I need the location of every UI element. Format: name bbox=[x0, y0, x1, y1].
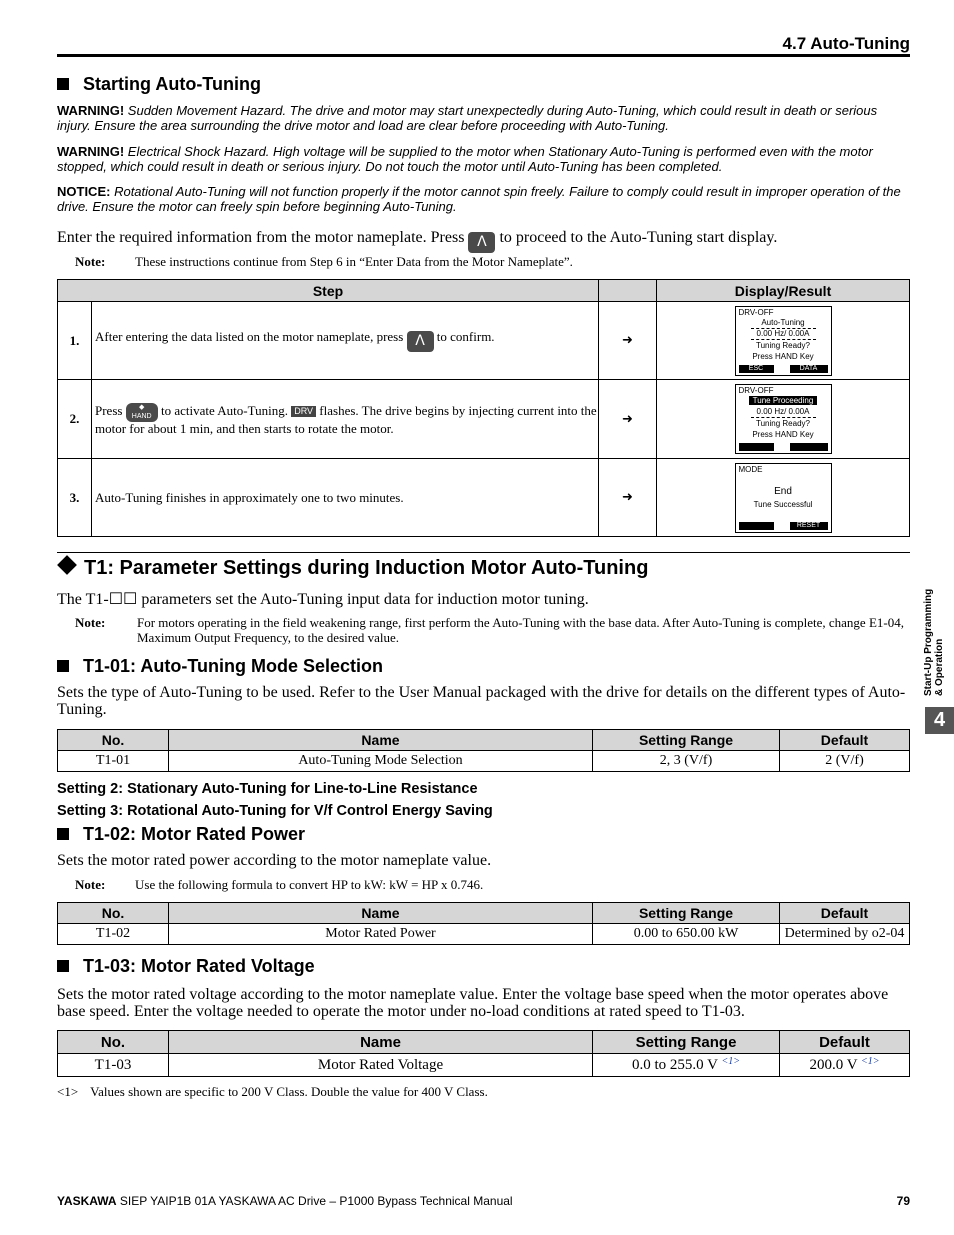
section-title: 4.7 Auto-Tuning bbox=[782, 34, 910, 53]
note-hp-to-kw: Note: Use the following formula to convert HP to kW: kW = HP x 0.746. bbox=[75, 877, 484, 892]
auto-tuning-step-table bbox=[57, 279, 910, 537]
lcd-display-tune-successful: MODE End Tune Successful RESET bbox=[735, 463, 832, 533]
table-row: T1-03 Motor Rated Voltage 0.0 to 255.0 V $^{<1>}$ 200.0 V $^{<1>}$ bbox=[58, 1054, 910, 1077]
right-arrow-icon: ➜ bbox=[599, 380, 657, 459]
header-rule bbox=[57, 54, 910, 57]
side-chapter-label: Start-Up Programming & Operation bbox=[923, 588, 945, 696]
up-key-icon: Λ bbox=[407, 331, 434, 352]
table-row: 1. After entering the data listed on the motor nameplate, press Λ to confirm. ➜ DRV-OFF Auto-Tuning 0.00 Hz/ 0.00A Tuning Ready? Press HAND Key ESC DATA bbox=[58, 302, 910, 380]
heading-t1-03: T1-03: Motor Rated Voltage bbox=[57, 956, 315, 977]
t1-03-description: Sets the motor rated voltage according to the motor nameplate value. Enter the voltage base speed when the motor operates above base speed. Enter the voltage needed to operate the motor under no-load conditions at rated speed to T1-03. bbox=[57, 986, 889, 1020]
drv-indicator: DRV bbox=[291, 406, 316, 417]
page-number: 79 bbox=[896, 1194, 910, 1208]
footer-doc-title: YASKAWA SIEP YAIP1B 01A YASKAWA AC Drive – P1000 Bypass Technical Manual bbox=[57, 1194, 513, 1208]
intro-paragraph: Enter the required information from the motor nameplate. Press Λ to proceed to the Auto-Tuning start display. bbox=[57, 229, 910, 253]
t1-01-parameter-table: No. Name Setting Range Default T1-01 Auto-Tuning Mode Selection 2, 3 (V/f) 2 (V/f) bbox=[57, 729, 910, 772]
diamond-icon bbox=[57, 555, 77, 575]
heading-t1-01: T1-01: Auto-Tuning Mode Selection bbox=[57, 656, 383, 677]
table-row: 3. Auto-Tuning finishes in approximately one to two minutes. ➜ MODE End Tune Successful RESET bbox=[58, 459, 910, 537]
up-key-icon: Λ bbox=[468, 232, 495, 253]
notice-rotational: NOTICE: Rotational Auto-Tuning will not function properly if the motor cannot spin freely. Failure to comply could result in improper operation of the drive. Ensure the motor can freely spin before beginning Auto-Tuning. bbox=[57, 184, 901, 214]
setting-2-heading: Setting 2: Stationary Auto-Tuning for Line-to-Line Resistance bbox=[57, 781, 478, 797]
heading-starting-auto-tuning: Starting Auto-Tuning bbox=[57, 74, 261, 95]
footnote: <1> Values shown are specific to 200 V Class. Double the value for 400 V Class. bbox=[57, 1084, 488, 1099]
col-display: Display/Result bbox=[657, 280, 910, 302]
footnote-ref-link[interactable]: <1> bbox=[861, 1056, 880, 1067]
heading-t1-02: T1-02: Motor Rated Power bbox=[57, 824, 305, 845]
warning-electrical-shock: WARNING! Electrical Shock Hazard. High voltage will be supplied to the motor when Stationary Auto-Tuning is performed even with the motor stopped, which could result in death or serious injury. Do not touch the motor until Auto-Tuning has been completed. bbox=[57, 144, 873, 174]
note-field-weakening: Note: For motors operating in the field weakening range, first perform the Auto-Tuning with the base data. After Auto-Tuning is complete, change E1-04, Maximum Output Frequency, to the desired value. bbox=[75, 615, 904, 645]
t1-02-parameter-table: No. Name Setting Range Default T1-02 Motor Rated Power 0.00 to 650.00 kW Determined by o2-04 bbox=[57, 902, 910, 945]
right-arrow-icon: ➜ bbox=[599, 302, 657, 380]
lcd-display-tune-proceeding: DRV-OFF Tune Proceeding 0.00 Hz/ 0.00A Tuning Ready? Press HAND Key bbox=[735, 384, 832, 454]
table-row: 2. Press ◆ HAND to activate Auto-Tuning. DRV flashes. The drive begins by injecting current into the motor for about 1 min, and then starts to rotate the motor. ➜ DRV-OFF Tune Proceeding 0.00 Hz/ 0.00A Tuning Ready? Press HAND Key bbox=[58, 380, 910, 459]
hand-key-icon: ◆ HAND bbox=[126, 403, 158, 422]
chapter-tab: 4 bbox=[925, 707, 954, 734]
table-row: T1-02 Motor Rated Power 0.00 to 650.00 kW Determined by o2-04 bbox=[58, 924, 910, 945]
right-arrow-icon: ➜ bbox=[599, 459, 657, 537]
setting-3-heading: Setting 3: Rotational Auto-Tuning for V/f Control Energy Saving bbox=[57, 803, 493, 819]
footnote-ref-link[interactable]: <1> bbox=[721, 1056, 740, 1067]
t1-03-parameter-table: No. Name Setting Range Default T1-03 Motor Rated Voltage 0.0 to 255.0 V $^{<1>}$ 200.0 V $^{<1>}$ bbox=[57, 1030, 910, 1077]
section-rule bbox=[57, 552, 910, 553]
lcd-display-auto-tuning: DRV-OFF Auto-Tuning 0.00 Hz/ 0.00A Tuning Ready? Press HAND Key ESC DATA bbox=[735, 306, 832, 376]
t1-intro: The T1-☐☐ parameters set the Auto-Tuning input data for induction motor tuning. bbox=[57, 591, 589, 608]
col-step: Step bbox=[58, 280, 599, 302]
warning-sudden-movement: WARNING! Sudden Movement Hazard. The drive and motor may start unexpectedly during Auto-Tuning, which could result in death or serious injury. Ensure the area surrounding the drive motor and load are clear before proceeding with Auto-Tuning. bbox=[57, 103, 878, 133]
heading-t1: T1: Parameter Settings during Induction Motor Auto-Tuning bbox=[57, 557, 648, 580]
note-instructions: Note: These instructions continue from Step 6 in “Enter Data from the Motor Nameplate”. bbox=[75, 254, 573, 269]
t1-01-description: Sets the type of Auto-Tuning to be used. Refer to the User Manual packaged with the drive for details on the different types of Auto-Tuning. bbox=[57, 684, 906, 718]
table-row: T1-01 Auto-Tuning Mode Selection 2, 3 (V/f) 2 (V/f) bbox=[58, 751, 910, 772]
t1-02-description: Sets the motor rated power according to the motor nameplate value. bbox=[57, 852, 492, 869]
